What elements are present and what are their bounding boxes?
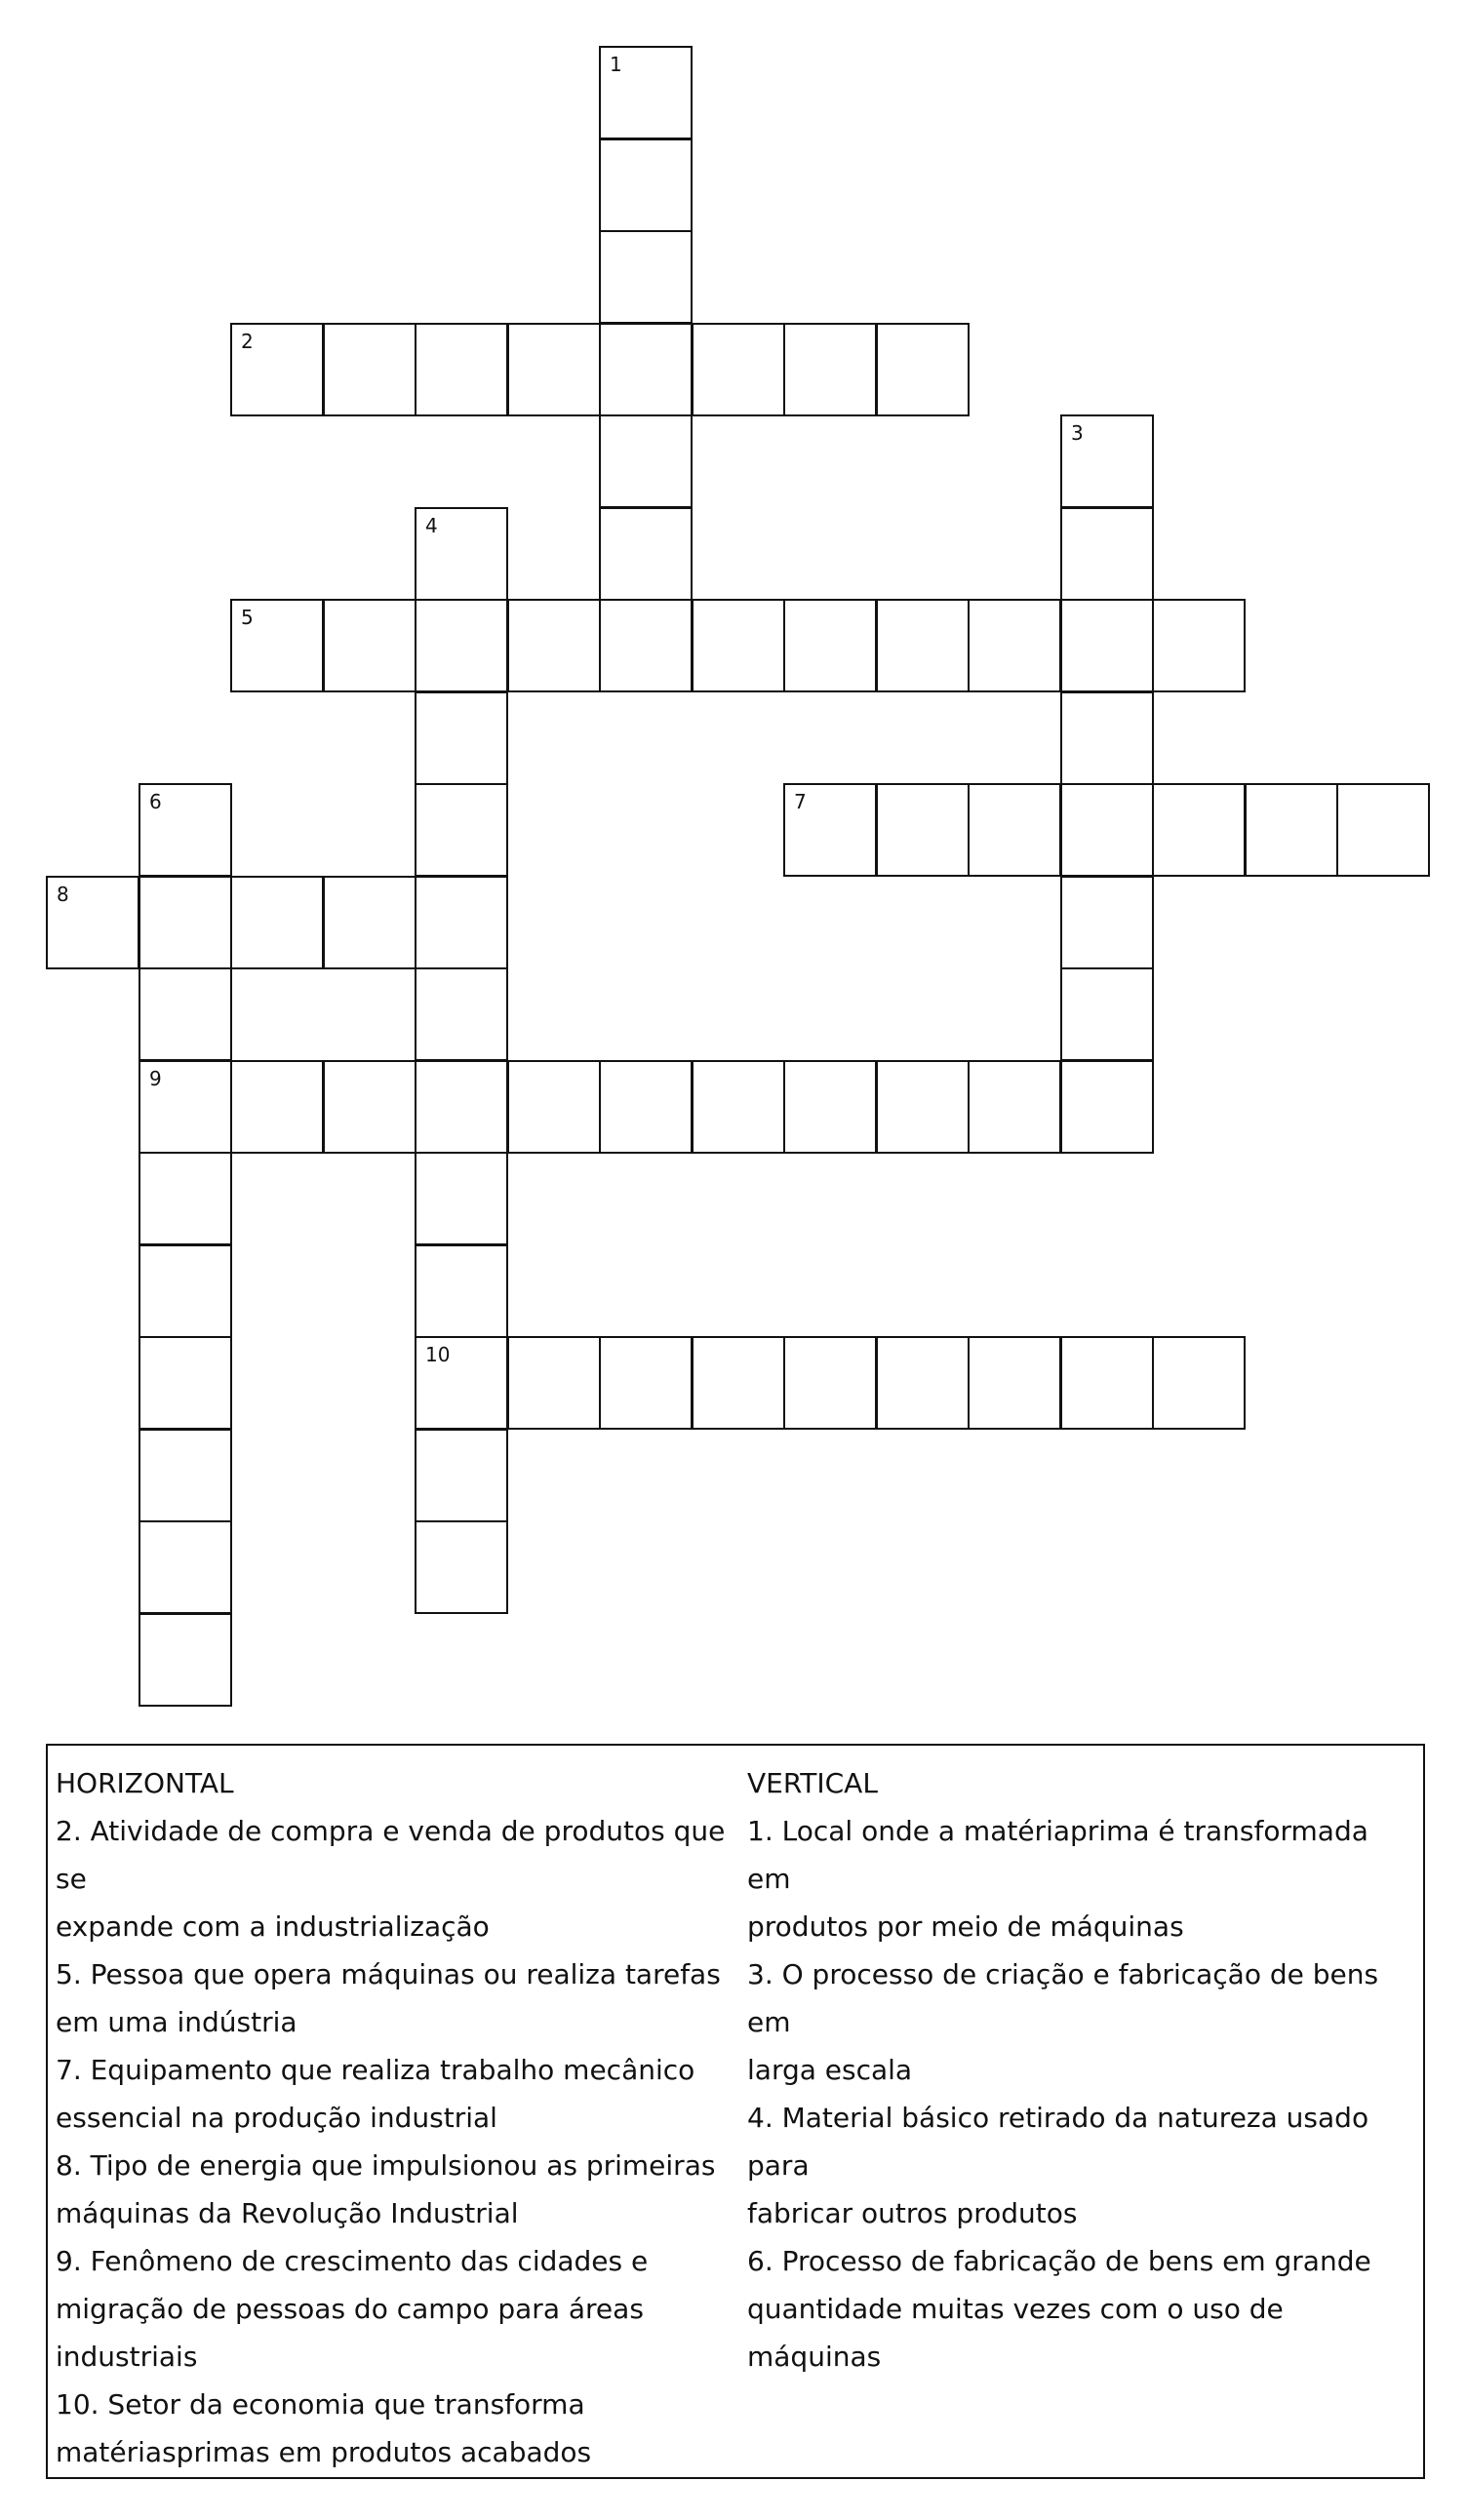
clue-line: 8. Tipo de energia que impulsionou as primeiras bbox=[56, 2149, 716, 2182]
clue-item bbox=[56, 2381, 738, 2476]
grid-cell[interactable] bbox=[599, 323, 693, 416]
grid-cell[interactable] bbox=[139, 1429, 232, 1522]
clue-item bbox=[56, 1950, 738, 2046]
grid-cell[interactable] bbox=[783, 323, 877, 416]
clue-item bbox=[747, 2094, 1420, 2237]
vertical-clues bbox=[747, 1759, 1420, 2381]
grid-cell[interactable] bbox=[139, 1520, 232, 1614]
clue-item bbox=[747, 1807, 1420, 1950]
grid-cell[interactable] bbox=[323, 876, 416, 969]
clue-line: 10. Setor da economia que transforma bbox=[56, 2388, 585, 2421]
clue-item bbox=[56, 1807, 738, 1950]
grid-cell[interactable] bbox=[139, 1060, 232, 1154]
grid-cell[interactable] bbox=[139, 876, 232, 969]
clue-item bbox=[747, 2237, 1420, 2381]
clue-item bbox=[56, 2142, 738, 2237]
grid-cell[interactable] bbox=[1060, 876, 1154, 969]
clue-line: máquinas da Revolução Industrial bbox=[56, 2197, 519, 2229]
clue-line: 5. Pessoa que opera máquinas ou realiza tarefas bbox=[56, 1958, 721, 1990]
clues-box bbox=[46, 1744, 1425, 2479]
grid-cell[interactable] bbox=[230, 1060, 324, 1154]
grid-cell[interactable] bbox=[599, 230, 693, 324]
grid-cell[interactable] bbox=[968, 1336, 1061, 1430]
grid-cell[interactable] bbox=[415, 1336, 508, 1430]
grid-cell[interactable] bbox=[323, 1060, 416, 1154]
grid-cell[interactable] bbox=[1060, 1060, 1154, 1154]
grid-cell[interactable] bbox=[1152, 599, 1246, 692]
grid-cell[interactable] bbox=[139, 1244, 232, 1338]
grid-cell[interactable] bbox=[507, 599, 601, 692]
grid-cell[interactable] bbox=[415, 691, 508, 785]
vertical-heading: VERTICAL bbox=[747, 1767, 878, 1799]
clue-line: 3. O processo de criação e fabricação de bens em bbox=[747, 1958, 1379, 2038]
clue-line: 4. Material básico retirado da natureza usado para bbox=[747, 2102, 1369, 2182]
grid-cell[interactable] bbox=[507, 1060, 601, 1154]
grid-cell[interactable] bbox=[1152, 783, 1246, 877]
grid-cell[interactable] bbox=[139, 783, 232, 877]
clue-line: 9. Fenômeno de crescimento das cidades e bbox=[56, 2245, 649, 2277]
clue-line: em uma indústria bbox=[56, 2006, 297, 2038]
grid-cell[interactable] bbox=[1245, 783, 1338, 877]
grid-cell[interactable] bbox=[783, 1060, 877, 1154]
grid-cell[interactable] bbox=[692, 1336, 785, 1430]
grid-cell[interactable] bbox=[692, 1060, 785, 1154]
grid-cell[interactable] bbox=[1336, 783, 1430, 877]
clue-line: industriais bbox=[56, 2341, 198, 2373]
grid-cell[interactable] bbox=[1060, 783, 1154, 877]
grid-cell[interactable] bbox=[1060, 1336, 1154, 1430]
grid-cell[interactable] bbox=[415, 876, 508, 969]
grid-cell[interactable] bbox=[1060, 507, 1154, 601]
grid-cell[interactable] bbox=[599, 599, 693, 692]
grid-cell[interactable] bbox=[415, 783, 508, 877]
grid-cell[interactable] bbox=[876, 599, 970, 692]
grid-cell[interactable] bbox=[139, 1152, 232, 1245]
grid-cell[interactable] bbox=[783, 1336, 877, 1430]
clue-line: 1. Local onde a matériaprima é transformada em bbox=[747, 1815, 1368, 1895]
grid-cell[interactable] bbox=[415, 1244, 508, 1338]
clue-item bbox=[747, 1950, 1420, 2094]
clue-number: 6 bbox=[149, 790, 162, 813]
clue-number: 1 bbox=[610, 53, 622, 76]
grid-cell[interactable] bbox=[1060, 414, 1154, 508]
vertical-clue-list bbox=[747, 1807, 1420, 2381]
grid-cell[interactable] bbox=[1060, 691, 1154, 785]
grid-cell[interactable] bbox=[783, 599, 877, 692]
grid-cell[interactable] bbox=[1060, 599, 1154, 692]
grid-cell[interactable] bbox=[692, 599, 785, 692]
grid-cell[interactable] bbox=[415, 507, 508, 601]
clue-line: migração de pessoas do campo para áreas bbox=[56, 2293, 644, 2325]
clue-line: essencial na produção industrial bbox=[56, 2102, 497, 2134]
clue-item bbox=[56, 2046, 738, 2142]
horizontal-clue-list bbox=[56, 1807, 738, 2476]
grid-cell[interactable] bbox=[230, 876, 324, 969]
grid-cell[interactable] bbox=[599, 46, 693, 139]
grid-cell[interactable] bbox=[139, 1613, 232, 1707]
grid-cell[interactable] bbox=[968, 783, 1061, 877]
grid-cell[interactable] bbox=[415, 1520, 508, 1614]
grid-cell[interactable] bbox=[230, 599, 324, 692]
clue-number: 9 bbox=[149, 1067, 162, 1090]
clue-number: 4 bbox=[425, 514, 438, 537]
grid-cell[interactable] bbox=[415, 967, 508, 1061]
grid-cell[interactable] bbox=[968, 599, 1061, 692]
clue-line: 6. Processo de fabricação de bens em grande bbox=[747, 2245, 1371, 2277]
grid-cell[interactable] bbox=[507, 1336, 601, 1430]
grid-cell[interactable] bbox=[599, 507, 693, 601]
grid-cell[interactable] bbox=[599, 1336, 693, 1430]
clue-line: produtos por meio de máquinas bbox=[747, 1910, 1184, 1943]
grid-cell[interactable] bbox=[876, 1060, 970, 1154]
grid-cell[interactable] bbox=[323, 599, 416, 692]
clue-line: 2. Atividade de compra e venda de produtos que se bbox=[56, 1815, 726, 1895]
grid-cell[interactable] bbox=[783, 783, 877, 877]
grid-cell[interactable] bbox=[968, 1060, 1061, 1154]
clue-line: matériasprimas em produtos acabados bbox=[56, 2436, 592, 2468]
grid-cell[interactable] bbox=[415, 1152, 508, 1245]
grid-cell[interactable] bbox=[323, 323, 416, 416]
clue-number: 8 bbox=[57, 883, 69, 906]
clue-item bbox=[56, 2237, 738, 2381]
clue-line: quantidade muitas vezes com o uso de máquinas bbox=[747, 2293, 1284, 2373]
grid-cell[interactable] bbox=[415, 323, 508, 416]
clue-line: larga escala bbox=[747, 2054, 913, 2086]
clue-number: 2 bbox=[241, 330, 254, 353]
clue-number: 7 bbox=[794, 790, 807, 813]
horizontal-heading: HORIZONTAL bbox=[56, 1767, 234, 1799]
grid-cell[interactable] bbox=[139, 967, 232, 1061]
grid-cell[interactable] bbox=[599, 414, 693, 508]
grid-cell[interactable] bbox=[46, 876, 139, 969]
grid-cell[interactable] bbox=[876, 783, 970, 877]
clue-number: 10 bbox=[425, 1343, 451, 1366]
grid-cell[interactable] bbox=[1152, 1336, 1246, 1430]
grid-cell[interactable] bbox=[692, 323, 785, 416]
clue-line: fabricar outros produtos bbox=[747, 2197, 1078, 2229]
clue-line: 7. Equipamento que realiza trabalho mecânico bbox=[56, 2054, 695, 2086]
grid-cell[interactable] bbox=[1060, 967, 1154, 1061]
clue-number: 5 bbox=[241, 606, 254, 629]
grid-cell[interactable] bbox=[139, 1336, 232, 1430]
grid-cell[interactable] bbox=[230, 323, 324, 416]
clue-line: expande com a industrialização bbox=[56, 1910, 490, 1943]
grid-cell[interactable] bbox=[415, 1429, 508, 1522]
grid-cell[interactable] bbox=[599, 138, 693, 232]
grid-cell[interactable] bbox=[415, 1060, 508, 1154]
grid-cell[interactable] bbox=[876, 1336, 970, 1430]
clue-number: 3 bbox=[1071, 421, 1084, 445]
grid-cell[interactable] bbox=[876, 323, 970, 416]
grid-cell[interactable] bbox=[507, 323, 601, 416]
grid-cell[interactable] bbox=[415, 599, 508, 692]
grid-cell[interactable] bbox=[599, 1060, 693, 1154]
horizontal-clues bbox=[56, 1759, 738, 2476]
